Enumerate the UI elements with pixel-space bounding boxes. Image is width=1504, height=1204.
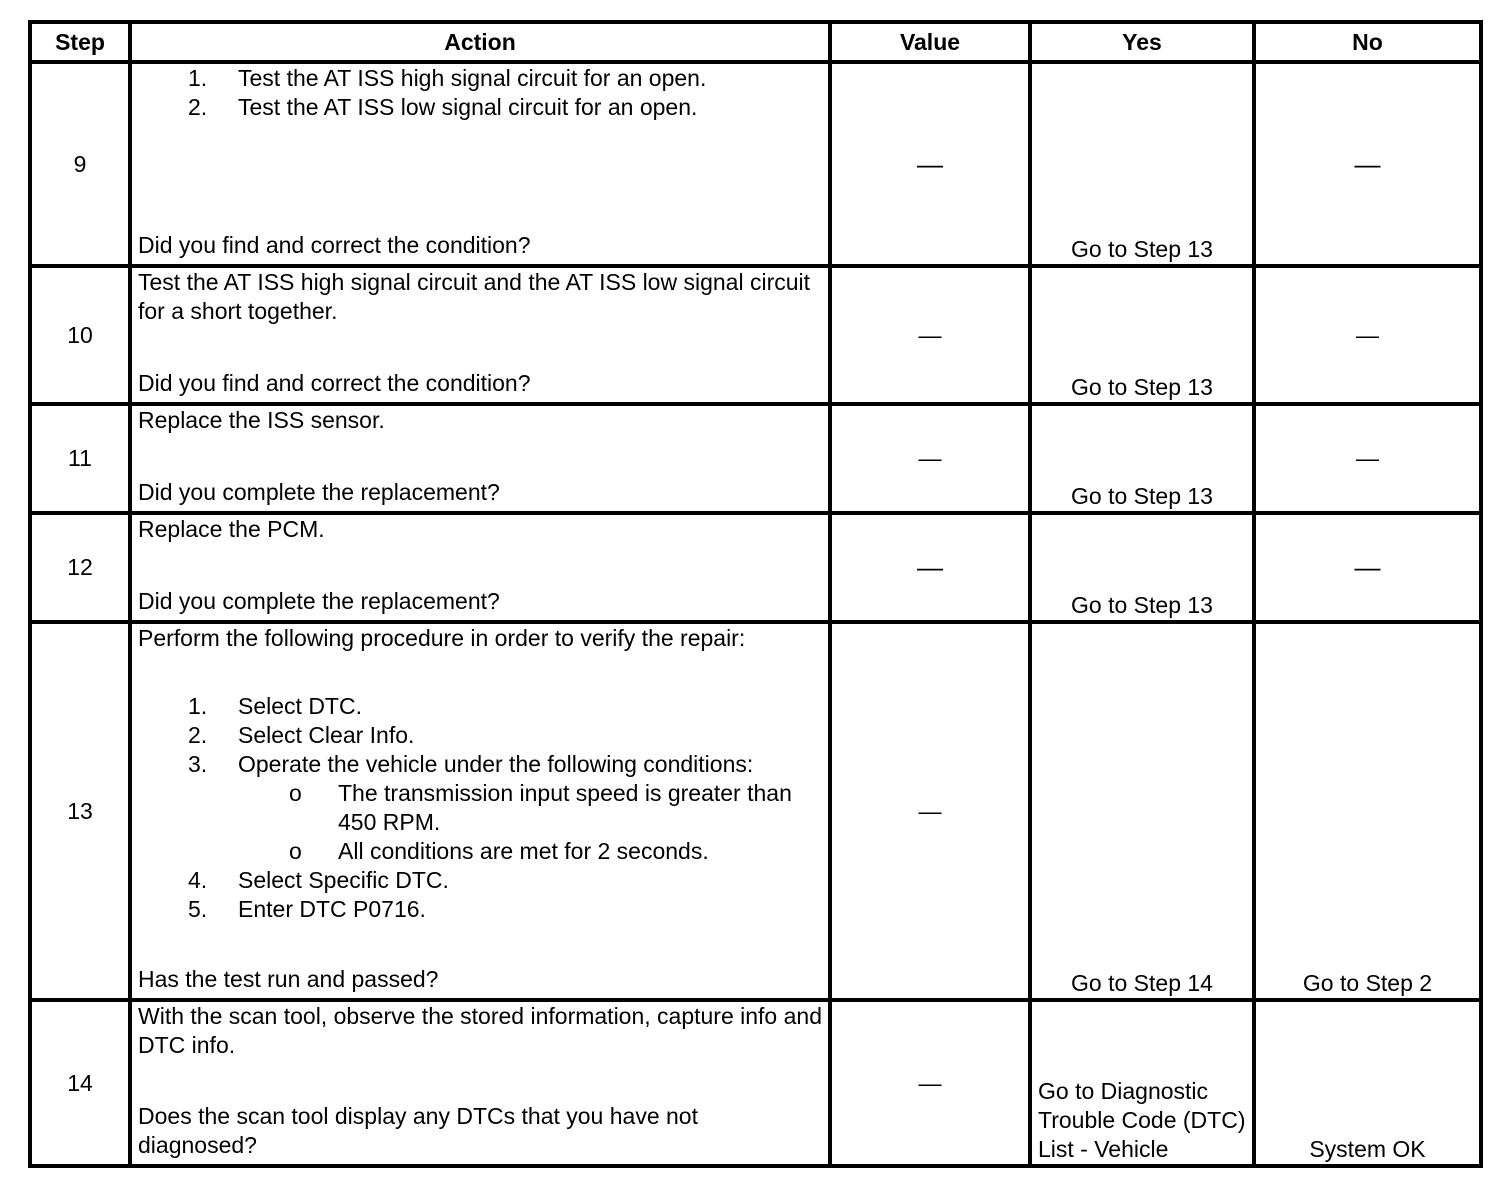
action-cell	[130, 266, 830, 404]
question-text: Does the scan tool display any DTCs that you have not diagnosed?	[138, 1103, 698, 1158]
value-cell: —	[830, 404, 1030, 513]
table-row	[30, 266, 1481, 404]
header-row	[30, 22, 1481, 62]
header-step: Step	[30, 22, 130, 62]
sub-list-item: o The transmission input speed is greater than 450 RPM.	[289, 780, 792, 835]
action-cell	[130, 62, 830, 266]
table-row	[30, 1000, 1481, 1166]
action-text: Test the AT ISS high signal circuit and the AT ISS low signal circuit for a short together.	[138, 269, 811, 324]
question-text: Did you find and correct the condition?	[138, 370, 531, 396]
list-item: 3. Operate the vehicle under the following conditions: o The transmission input speed is greater than 450 RPM. o All conditions are met for 2 seconds.	[138, 750, 822, 866]
step-number: 9	[30, 62, 130, 266]
step-number: 11	[30, 404, 130, 513]
list-item: 5. Enter DTC P0716.	[188, 896, 426, 922]
yes-cell: Go to Diagnostic Trouble Code (DTC) List - Vehicle	[1030, 1000, 1254, 1166]
yes-cell: Go to Step 13	[1030, 404, 1254, 513]
action-cell	[130, 1000, 830, 1166]
sub-list	[138, 779, 822, 866]
list-item: 2. Test the AT ISS low signal circuit for an open.	[188, 94, 698, 120]
no-cell: —	[1254, 404, 1481, 513]
list-item: 4. Select Specific DTC.	[188, 867, 449, 893]
no-cell: —	[1254, 513, 1481, 622]
table-row	[30, 513, 1481, 622]
table-row	[30, 622, 1481, 1000]
action-text: Replace the ISS sensor.	[138, 407, 385, 433]
sub-list-item: o All conditions are met for 2 seconds.	[289, 838, 709, 864]
step-number: 10	[30, 266, 130, 404]
no-cell: —	[1254, 266, 1481, 404]
action-intro: Perform the following procedure in order to verify the repair:	[138, 625, 746, 651]
header-value: Value	[830, 22, 1030, 62]
yes-cell: Go to Step 13	[1030, 62, 1254, 266]
list-item: 1. Test the AT ISS high signal circuit for an open.	[188, 65, 707, 91]
list-item: 2. Select Clear Info.	[188, 722, 415, 748]
action-cell	[130, 513, 830, 622]
header-no: No	[1254, 22, 1481, 62]
question-text: Did you complete the replacement?	[138, 588, 500, 614]
action-list	[138, 64, 822, 122]
step-number: 14	[30, 1000, 130, 1166]
list-item: 1. Select DTC.	[188, 693, 362, 719]
action-cell	[130, 404, 830, 513]
no-cell: —	[1254, 62, 1481, 266]
question-text: Has the test run and passed?	[138, 966, 439, 992]
question-text: Did you complete the replacement?	[138, 479, 500, 505]
header-action: Action	[130, 22, 830, 62]
step-number: 13	[30, 622, 130, 1000]
action-text: Replace the PCM.	[138, 516, 325, 542]
value-cell: —	[830, 62, 1030, 266]
action-cell	[130, 622, 830, 1000]
no-cell: System OK	[1254, 1000, 1481, 1166]
yes-cell: Go to Step 13	[1030, 266, 1254, 404]
table-row	[30, 62, 1481, 266]
action-list	[138, 692, 822, 924]
value-cell: —	[830, 266, 1030, 404]
yes-cell: Go to Step 14	[1030, 622, 1254, 1000]
value-cell: —	[830, 1000, 1030, 1166]
diagnostic-table	[28, 20, 1483, 1168]
step-number: 12	[30, 513, 130, 622]
yes-cell: Go to Step 13	[1030, 513, 1254, 622]
value-cell: —	[830, 622, 1030, 1000]
table-row	[30, 404, 1481, 513]
action-text: With the scan tool, observe the stored information, capture info and DTC info.	[138, 1003, 822, 1058]
no-cell: Go to Step 2	[1254, 622, 1481, 1000]
header-yes: Yes	[1030, 22, 1254, 62]
value-cell: —	[830, 513, 1030, 622]
question-text: Did you find and correct the condition?	[138, 232, 531, 258]
